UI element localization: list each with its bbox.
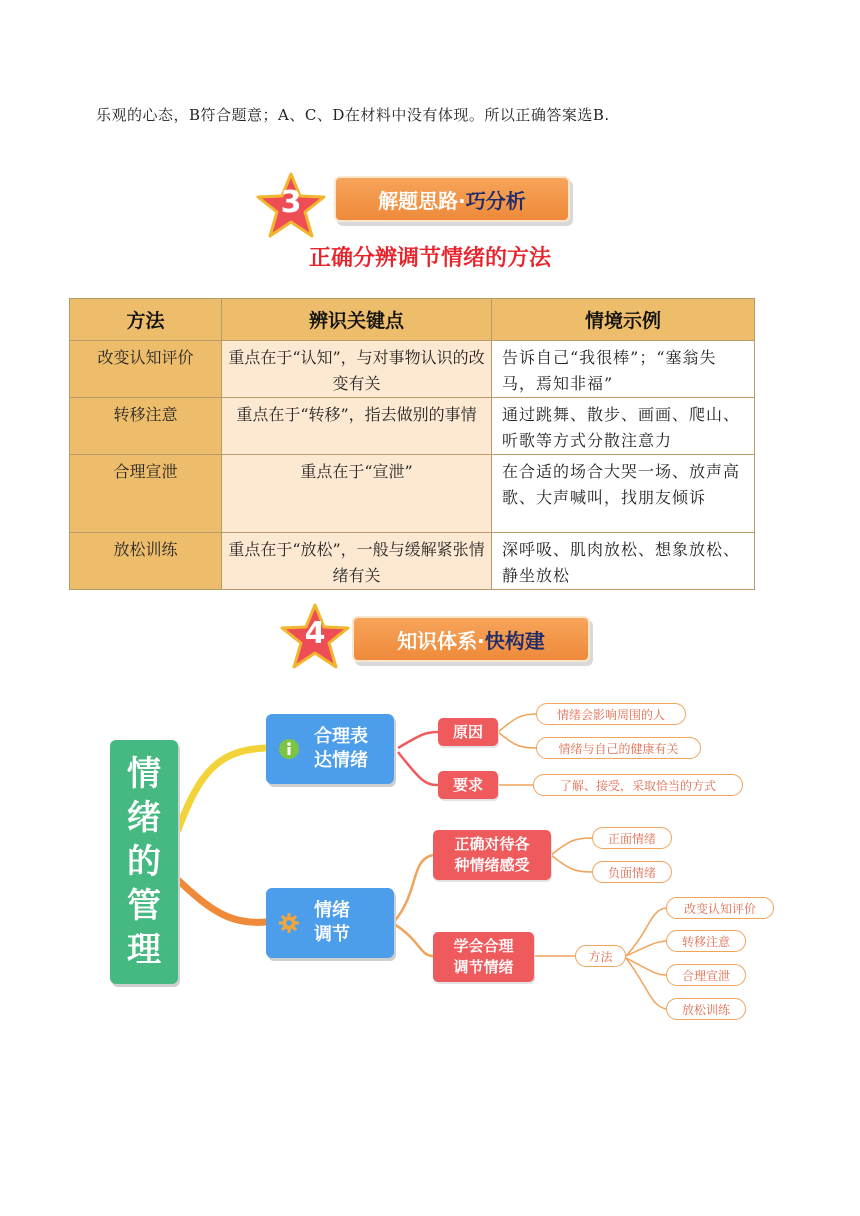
node-treat-feelings xyxy=(433,830,551,880)
method-cell: 改变认知评价 xyxy=(70,341,222,398)
methods-table xyxy=(69,298,755,590)
mind-map-root xyxy=(110,740,178,984)
root-char: 理 xyxy=(127,930,161,970)
intro-paragraph: 乐观的心态，B符合题意；A、C、D在材料中没有体现。所以正确答案选B. xyxy=(96,106,610,124)
key-cell: 重点在于“宣泄” xyxy=(222,455,492,533)
leaf-negative-emotion: 负面情绪 xyxy=(592,861,672,883)
method-cell: 放松训练 xyxy=(70,533,222,590)
root-char: 管 xyxy=(127,886,161,926)
node-method: 方法 xyxy=(575,945,626,967)
section-banner xyxy=(334,176,570,222)
root-char: 情 xyxy=(127,754,161,794)
node-requirement: 要求 xyxy=(438,771,498,799)
node-reason: 原因 xyxy=(438,718,498,746)
example-cell: 通过跳舞、散步、画画、爬山、听歌等方式分散注意力 xyxy=(492,398,755,455)
label-line: 达情绪 xyxy=(314,750,368,771)
root-char: 的 xyxy=(127,842,161,882)
key-cell: 重点在于“放松”，一般与缓解紧张情绪有关 xyxy=(222,533,492,590)
node-label xyxy=(314,725,368,773)
method-cell: 合理宣泄 xyxy=(70,455,222,533)
banner-title-blue: 快构建 xyxy=(484,628,545,653)
label-line: 种情绪感受 xyxy=(454,856,530,874)
leaf-method-2: 转移注意 xyxy=(666,930,746,952)
example-cell: 告诉自己“我很棒”；“塞翁失马，焉知非福” xyxy=(492,341,755,398)
leaf-method-3: 合理宣泄 xyxy=(666,964,746,986)
leaf-positive-emotion: 正面情绪 xyxy=(592,827,672,849)
section-3-header xyxy=(256,172,576,252)
root-char: 绪 xyxy=(127,798,161,838)
label-line: 调节 xyxy=(314,924,350,945)
node-express-emotions xyxy=(266,714,394,784)
mind-map xyxy=(0,690,860,1030)
banner-title-blue: 巧分析 xyxy=(465,188,526,213)
banner-title-white: 知识体系· xyxy=(397,628,485,653)
label-line: 情绪 xyxy=(314,900,350,921)
method-cell: 转移注意 xyxy=(70,398,222,455)
node-learn-regulate xyxy=(433,932,534,982)
gear-icon xyxy=(278,912,300,934)
key-cell: 重点在于“认知”，与对事物认识的改变有关 xyxy=(222,341,492,398)
table-row xyxy=(70,533,755,590)
node-label xyxy=(314,899,350,947)
table-row xyxy=(70,341,755,398)
header-example: 情境示例 xyxy=(492,299,755,341)
label-line: 学会合理 xyxy=(453,937,514,955)
node-regulate-emotions xyxy=(266,888,394,958)
section-banner xyxy=(352,616,590,662)
leaf-reason-2: 情绪与自己的健康有关 xyxy=(536,737,701,759)
label-line: 正确对待各 xyxy=(454,835,530,853)
key-cell: 重点在于“转移”，指去做别的事情 xyxy=(222,398,492,455)
leaf-requirement-1: 了解、接受，采取恰当的方式 xyxy=(533,774,743,796)
banner-title-white: 解题思路· xyxy=(378,188,466,213)
info-icon xyxy=(278,738,300,760)
header-method: 方法 xyxy=(70,299,222,341)
table-row xyxy=(70,398,755,455)
example-cell: 深呼吸、肌肉放松、想象放松、静坐放松 xyxy=(492,533,755,590)
table-title: 正确分辨调节情绪的方法 xyxy=(308,246,551,271)
label-line: 合理表 xyxy=(314,726,368,747)
label-line: 调节情绪 xyxy=(453,958,514,976)
section-number: 4 xyxy=(304,616,326,651)
header-key: 辨识关键点 xyxy=(222,299,492,341)
section-number: 3 xyxy=(280,185,302,220)
example-cell: 在合适的场合大哭一场、放声高歌、大声喊叫，找朋友倾诉 xyxy=(492,455,755,533)
leaf-method-4: 放松训练 xyxy=(666,998,746,1020)
leaf-reason-1: 情绪会影响周围的人 xyxy=(536,703,686,725)
table-header-row xyxy=(70,299,755,341)
table-row xyxy=(70,455,755,533)
section-4-header xyxy=(280,603,600,683)
leaf-method-1: 改变认知评价 xyxy=(666,897,774,919)
